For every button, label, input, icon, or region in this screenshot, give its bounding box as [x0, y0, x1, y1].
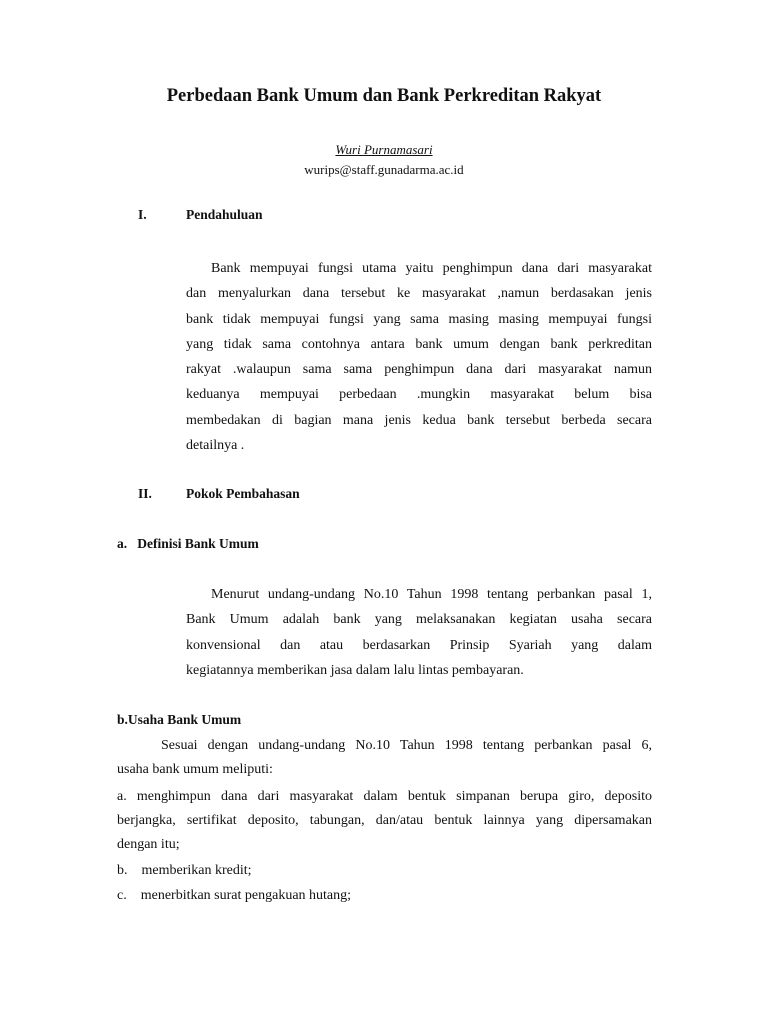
author-name-text: Wuri Purnamasari [335, 142, 433, 157]
usaha-item-b [117, 859, 652, 883]
paragraph-line: detailnya . [186, 438, 245, 454]
list-item-line: c. menerbitkan surat pengakuan hutang; [117, 888, 352, 903]
paragraph-line: Sesuai dengan undang-undang No.10 Tahun 1998 tentang perbankan pasal 6, [161, 738, 652, 753]
usaha-item-a [117, 785, 652, 857]
usaha-item-c [117, 884, 652, 908]
author-name [0, 142, 768, 158]
paragraph-line: Bank Umum adalah bank yang melaksanakan kegiatan usaha secara [186, 612, 652, 628]
list-item-line: a. menghimpun dana dari masyarakat dalam bentuk simpanan berupa giro, deposito [117, 789, 652, 804]
subsection-b-intro [117, 734, 652, 782]
section-1-title: Pendahuluan [186, 207, 263, 222]
paragraph-line: membedakan di bagian mana jenis kedua bank tersebut berbeda secara [186, 412, 652, 428]
author-email: wurips@staff.gunadarma.ac.id [304, 162, 464, 177]
section-2-number: II. [138, 486, 152, 501]
section-1-paragraph [186, 256, 652, 458]
section-1-number: I. [138, 207, 147, 222]
list-item-line: dengan itu; [117, 837, 180, 852]
list-item-line: b. memberikan kredit; [117, 863, 252, 878]
paragraph-line: keduanya mempuyai perbedaan .mungkin masyarakat belum bisa [186, 387, 652, 403]
paragraph-line: rakyat .walaupun sama sama penghimpun dana dari masyarakat namun [186, 362, 652, 378]
paragraph-line: usaha bank umum meliputi: [117, 762, 273, 777]
paragraph-line: kegiatannya memberikan jasa dalam lalu lintas pembayaran. [186, 662, 524, 678]
subsection-b-heading: b.Usaha Bank Umum [117, 712, 242, 727]
section-2-title: Pokok Pembahasan [186, 486, 300, 501]
paragraph-line: dan menyalurkan dana tersebut ke masyarakat ,namun berdasakan jenis [186, 286, 652, 302]
paragraph-line: yang tidak sama contohnya antara bank umum dengan bank perkreditan [186, 336, 652, 352]
subsection-a-paragraph [186, 582, 652, 683]
subsection-a-heading: a. Definisi Bank Umum [117, 536, 259, 551]
paragraph-line: Menurut undang-undang No.10 Tahun 1998 tentang perbankan pasal 1, [211, 587, 652, 602]
list-item-line: berjangka, sertifikat deposito, tabungan, dan/atau bentuk lainnya yang dipersamakan [117, 813, 652, 828]
document-title: Perbedaan Bank Umum dan Bank Perkreditan Rakyat [166, 86, 602, 106]
paragraph-line: konvensional dan atau berdasarkan Prinsip Syariah yang dalam [186, 637, 652, 653]
paragraph-line: Bank mempuyai fungsi utama yaitu penghimpun dana dari masyarakat [211, 261, 652, 276]
paragraph-line: bank tidak mempuyai fungsi yang sama masing masing mempuyai fungsi [186, 311, 652, 327]
